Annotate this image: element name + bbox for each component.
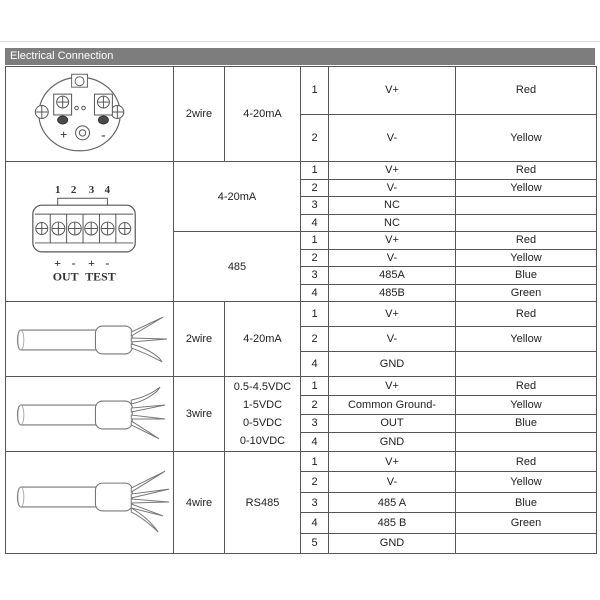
- pin-number: 1: [301, 232, 329, 249]
- table-row: [301, 302, 596, 326]
- signal-name: 485B: [329, 285, 456, 302]
- signal-name: NC: [329, 215, 456, 232]
- pin-number: 4: [301, 285, 329, 302]
- table-row: [301, 249, 596, 267]
- section-header: Electrical Connection: [5, 48, 595, 65]
- signal-name: V+: [329, 162, 456, 179]
- wire-color: Yellow: [510, 251, 542, 264]
- pin-rows: [301, 452, 596, 553]
- pin2-label: 2: [70, 183, 77, 196]
- pin-number: 3: [301, 415, 329, 433]
- signal-name: V+: [329, 452, 456, 471]
- wire-color: Yellow: [510, 476, 542, 489]
- sign3-label: +: [88, 255, 95, 270]
- table-row: [301, 377, 596, 395]
- signal-name: OUT: [329, 415, 456, 433]
- table-row: [301, 231, 596, 249]
- signal-name: 485A: [329, 267, 456, 284]
- signal-type-column: [174, 162, 301, 301]
- sign4-label: -: [105, 255, 110, 270]
- pin-number: 2: [301, 250, 329, 267]
- cable-2wire-drawing: [6, 302, 173, 377]
- table-row: [301, 266, 596, 284]
- pin-number: 3: [301, 493, 329, 512]
- signal-line: 0.5-4.5VDC: [233, 381, 292, 393]
- sign1-label: +: [54, 255, 62, 270]
- table-row: [301, 351, 596, 376]
- pin-number: 4: [301, 433, 329, 451]
- wire-color: Red: [515, 455, 537, 468]
- test-label: TEST: [85, 269, 116, 284]
- pin-number: 1: [301, 302, 329, 326]
- electrical-connection-table: [5, 66, 597, 554]
- pin1-label: 1: [54, 183, 61, 196]
- section-cable-2wire: [6, 301, 596, 376]
- signal-name: V-: [329, 115, 456, 162]
- signal-name: V+: [329, 377, 456, 395]
- signal-type-cell: 485: [174, 231, 300, 301]
- wire-type-cell: 4wire: [174, 452, 225, 553]
- signal-line: 0-5VDC: [242, 417, 283, 429]
- signal-name: GND: [329, 534, 456, 553]
- table-row: [301, 67, 596, 114]
- pin-number: 1: [301, 162, 329, 179]
- pin-number: 2: [301, 180, 329, 197]
- signal-name: V+: [329, 67, 456, 114]
- signal-name: V-: [329, 250, 456, 267]
- wire-color: Blue: [514, 496, 538, 509]
- table-row: [301, 179, 596, 197]
- table-row: [301, 162, 596, 179]
- wire-color: Blue: [514, 417, 538, 430]
- pin-number: 2: [301, 327, 329, 351]
- table-row: [301, 452, 596, 471]
- pin-number: 4: [301, 513, 329, 532]
- sign2-label: -: [71, 255, 76, 270]
- minus-label: -: [101, 126, 106, 142]
- pin-rows: [301, 302, 596, 376]
- wire-color: [456, 433, 596, 451]
- wire-color: Yellow: [510, 333, 542, 345]
- signal-name: V+: [329, 302, 456, 326]
- section-cable-4wire: [6, 451, 596, 553]
- pin-number: 2: [301, 115, 329, 162]
- top-divider-line: [0, 41, 600, 42]
- wire-type-cell: 3wire: [174, 377, 225, 451]
- pin-rows: [301, 162, 596, 301]
- plus-label: +: [59, 126, 68, 142]
- signal-type-cell: 4-20mA: [217, 190, 257, 203]
- wire-color: Yellow: [510, 131, 542, 144]
- wire-type-cell: 2wire: [174, 302, 225, 376]
- wire-color: Yellow: [510, 181, 542, 194]
- wire-color: Red: [515, 379, 537, 392]
- wire-type-cell: 2wire: [174, 67, 225, 161]
- table-row: [301, 414, 596, 433]
- table-row: [301, 326, 596, 351]
- cable-4wire-image: [6, 452, 174, 553]
- section-cable-3wire: [6, 376, 596, 451]
- table-row: [301, 492, 596, 512]
- signal-line: 1-5VDC: [242, 399, 283, 411]
- wire-color: Green: [510, 286, 542, 299]
- table-row: [301, 114, 596, 162]
- transmitter-head-drawing: [6, 67, 173, 161]
- cable-3wire-image: [6, 377, 174, 451]
- pin-number: 1: [301, 377, 329, 395]
- signal-name: V-: [329, 180, 456, 197]
- table-row: [301, 512, 596, 532]
- section-head-2wire: [6, 67, 596, 161]
- wire-color: [456, 534, 596, 553]
- wire-color: Red: [515, 308, 537, 320]
- signal-name: Common Ground-: [329, 396, 456, 414]
- table-row: [301, 214, 596, 232]
- signal-name: V-: [329, 472, 456, 491]
- wire-color: [456, 352, 596, 376]
- pin4-label: 4: [104, 183, 111, 196]
- pin-number: 5: [301, 534, 329, 553]
- table-row: [301, 395, 596, 414]
- signal-type-cell: 4-20mA: [225, 67, 301, 161]
- pin-number: 4: [301, 352, 329, 376]
- table-row: [301, 533, 596, 553]
- signal-name: NC: [329, 197, 456, 214]
- wire-color: Blue: [514, 269, 538, 282]
- table-row: [301, 284, 596, 302]
- table-row: [301, 196, 596, 214]
- pin-number: 1: [301, 452, 329, 471]
- wire-color: Red: [515, 234, 537, 247]
- pin-rows: [301, 67, 596, 161]
- signal-type-cell: [225, 377, 301, 451]
- section-terminal-block: [6, 161, 596, 301]
- pin-number: 2: [301, 396, 329, 414]
- signal-name: 485 A: [329, 493, 456, 512]
- pin-number: 1: [301, 67, 329, 114]
- signal-name: GND: [329, 433, 456, 451]
- terminal-block-drawing: [6, 162, 173, 302]
- pin-number: 4: [301, 215, 329, 232]
- signal-type-cell: RS485: [225, 452, 301, 553]
- signal-name: 485 B: [329, 513, 456, 532]
- signal-line: 0-10VDC: [239, 435, 286, 447]
- pin-rows: [301, 377, 596, 451]
- wire-color: Red: [515, 164, 537, 177]
- side-screw-left-icon: [35, 106, 48, 119]
- pin3-label: 3: [88, 183, 95, 196]
- signal-name: V-: [329, 327, 456, 351]
- wire-color: [456, 197, 596, 214]
- signal-name: V+: [329, 232, 456, 249]
- signal-name: GND: [329, 352, 456, 376]
- cable-2wire-image: [6, 302, 174, 376]
- cable-3wire-drawing: [6, 377, 173, 452]
- pin-number: 3: [301, 267, 329, 284]
- wire-color: Yellow: [510, 398, 542, 411]
- pin-number: 2: [301, 472, 329, 491]
- signal-type-cell: 4-20mA: [225, 302, 301, 376]
- wire-color: [456, 215, 596, 232]
- table-row: [301, 432, 596, 451]
- wire-color: Green: [510, 516, 542, 529]
- table-row: [301, 471, 596, 491]
- out-label: OUT: [52, 269, 79, 284]
- transmitter-head-image: [6, 67, 174, 161]
- wire-color: Red: [515, 84, 537, 97]
- pin-number: 3: [301, 197, 329, 214]
- cable-4wire-drawing: [6, 452, 173, 554]
- terminal-block-image: [6, 162, 174, 301]
